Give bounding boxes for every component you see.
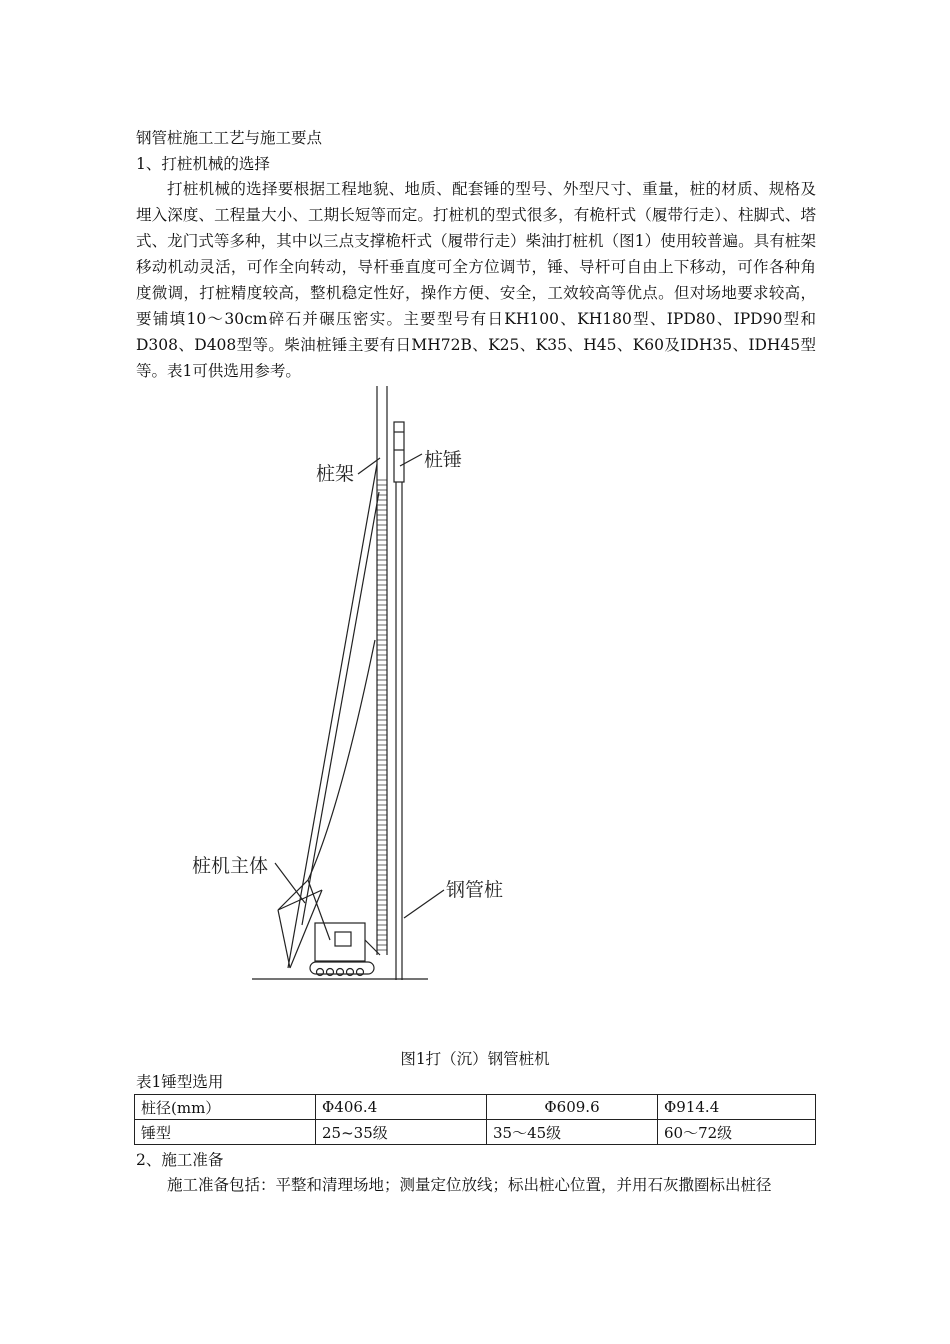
table-caption: 表1锤型选用 xyxy=(136,1073,224,1091)
section-2-paragraph: 施工准备包括：平整和清理场地；测量定位放线；标出桩心位置，并用石灰撒圈标出桩径 xyxy=(167,1176,772,1194)
pile-driver-drawing xyxy=(190,380,520,1020)
pile-driver-figure xyxy=(190,380,520,1020)
label-machine-body: 桩机主体 xyxy=(192,855,269,877)
section-1-heading: 1、打桩机械的选择 xyxy=(136,155,270,173)
label-hammer: 桩锤 xyxy=(424,449,463,471)
table-cell: 锤型 xyxy=(135,1120,316,1145)
hammer-selection-table xyxy=(134,1094,816,1145)
mast-hatching xyxy=(377,480,387,950)
brace-stay xyxy=(302,492,379,925)
table-cell: 60～72级 xyxy=(658,1120,816,1145)
label-frame: 桩架 xyxy=(316,463,355,485)
table-cell: 25~35级 xyxy=(316,1120,487,1145)
body-leader-line xyxy=(275,863,305,903)
machine-cab xyxy=(315,923,365,961)
table-row xyxy=(135,1120,816,1145)
hammer-body xyxy=(394,422,404,482)
page-title: 钢管桩施工工艺与施工要点 xyxy=(136,129,323,147)
table-cell: Φ406.4 xyxy=(316,1095,487,1120)
section-1-paragraph: 打桩机械的选择要根据工程地貌、地质、配套锤的型号、外型尺寸、重量，桩的材质、规格及埋入深度、工程量大小、工期长短等而定。打桩机的型式很多，有桅杆式（履带行走）、柱脚式、塔式、龙门式等多种，其中以三点支撑桅杆式（履带行走）柴油打桩机（图1）使用较普遍。具有桩架移动机动灵活，可作全向转动，导杆垂直度可全方位调节，锤、导杆可自由上下移动，可作各种角度微调，打桩精度较高，整机稳定性好，操作方便、安全，工效较高等优点。但对场地要求较高，要铺填10～30cm碎石并碾压密实。主要型号有日KH100、KH180型、IPD80、IPD90型和D308、D408型等。柴油桩锤主要有日MH72B、K25、K35、H45、K60及IDH35、IDH45型等。表1可供选用参考。 xyxy=(136,180,816,380)
pile-leader-line xyxy=(404,890,444,918)
table-row xyxy=(135,1095,816,1120)
cable xyxy=(308,640,375,880)
back-stay xyxy=(288,464,377,968)
figure-caption: 图1打（沉）钢管桩机 xyxy=(400,1050,550,1068)
hammer-leader-line xyxy=(400,454,422,466)
table-cell: Φ914.4 xyxy=(658,1095,816,1120)
label-steel-pile: 钢管桩 xyxy=(446,879,504,901)
table-cell: 桩径(mm） xyxy=(135,1095,316,1120)
table-cell: 35～45级 xyxy=(487,1120,658,1145)
section-2-heading: 2、施工准备 xyxy=(136,1151,224,1169)
table-cell: Φ609.6 xyxy=(487,1095,658,1120)
